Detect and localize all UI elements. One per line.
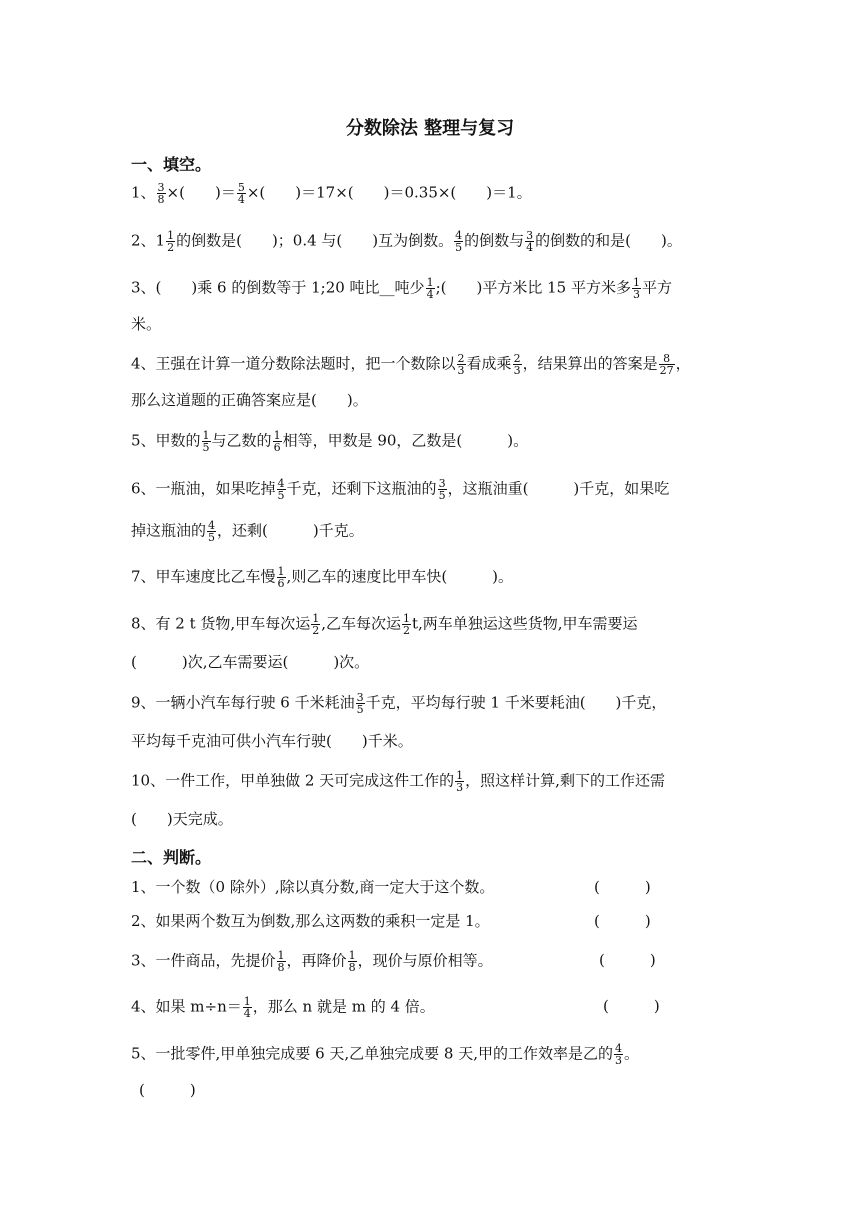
fraction: $\frac{1}{2}$ xyxy=(167,229,175,254)
question-6-line-2: 掉这瓶油的 $\frac{4}{5}$ ，还剩( )千克。 xyxy=(131,519,364,544)
section-fill-heading: 一、填空。 xyxy=(131,155,212,174)
question-7: 7、甲车速度比乙车慢 $\frac{1}{6}$ ,则乙车的速度比甲车快( )。 xyxy=(131,565,514,590)
fraction: $\frac{3}{8}$ xyxy=(157,181,165,206)
fraction: $\frac{4}{5}$ xyxy=(455,229,463,254)
question-5: 5、甲数的 $\frac{1}{5}$ 与乙数的 $\frac{1}{6}$ 相等，甲数是 90，乙数是( )。 xyxy=(131,429,529,454)
question-10-line-2: ( )天完成。 xyxy=(131,810,233,828)
question-8: 8、有 2 t 货物,甲车每次运 $\frac{1}{2}$ ,乙车每次运 $\frac{1}{2}$ t,两车单独运这些货物,甲车需要运 xyxy=(131,612,638,637)
question-10: 10、一件工作，甲单独做 2 天可完成这件工作的 $\frac{1}{3}$ ，照这样计算,剩下的工作还需 xyxy=(131,769,665,794)
question-9: 9、一辆小汽车每行驶 6 千米耗油 $\frac{3}{5}$ 千克，平均每行驶 1 千米要耗油( )千克， xyxy=(131,691,667,716)
judge-2: 2、如果两个数互为倒数,那么这两数的乘积一定是 1。 xyxy=(131,912,490,930)
fraction: $\frac{4}{3}$ xyxy=(615,1042,623,1067)
judge-2-answer-paren[interactable]: ( ) xyxy=(594,912,651,930)
question-6: 6、一瓶油，如果吃掉 $\frac{4}{5}$ 千克，还剩下这瓶油的 $\frac{3}{5}$ ，这瓶油重( )千克，如果吃 xyxy=(131,477,670,502)
judge-4: 4、如果 m÷n＝ $\frac{1}{4}$ ，那么 n 就是 m 的 4 倍。 xyxy=(131,995,435,1020)
fraction: $\frac{1}{4}$ xyxy=(243,995,251,1020)
fraction: $\frac{2}{3}$ xyxy=(457,352,465,377)
fraction: $\frac{1}{6}$ xyxy=(277,565,285,590)
judge-3: 3、一件商品，先提价 $\frac{1}{8}$ ，再降价 $\frac{1}{8}$ ，现价与原价相等。 xyxy=(131,949,493,974)
fraction: $\frac{8}{27}$ xyxy=(659,352,674,377)
question-9-line-2: 平均每千克油可供小汽车行驶( )千米。 xyxy=(131,732,413,750)
fraction: $\frac{4}{5}$ xyxy=(277,477,285,502)
fraction: $\frac{2}{3}$ xyxy=(513,352,521,377)
page-title: 分数除法 整理与复习 xyxy=(345,118,515,139)
fraction: $\frac{1}{2}$ xyxy=(402,612,410,637)
question-4: 4、王强在计算一道分数除法题时，把一个数除以 $\frac{2}{3}$ 看成乘 $\frac{2}{3}$ ，结果算出的答案是 $\frac{8}{27}$ ， xyxy=(131,352,691,377)
question-2: 2、1 $\frac{1}{2}$ 的倒数是( )；0.4 与( )互为倒数。 $\frac{4}{5}$ 的倒数与 $\frac{3}{4}$ 的倒数的和是( )。 xyxy=(131,229,682,254)
fraction: $\frac{3}{5}$ xyxy=(438,477,446,502)
judge-1: 1、一个数（0 除外）,除以真分数,商一定大于这个数。 xyxy=(131,878,495,896)
fraction: $\frac{1}{4}$ xyxy=(426,276,434,301)
question-3-line-2: 米。 xyxy=(131,315,162,333)
judge-3-answer-paren[interactable]: ( ) xyxy=(599,951,656,969)
fraction: $\frac{1}{8}$ xyxy=(348,949,356,974)
fraction: $\frac{5}{4}$ xyxy=(237,181,245,206)
question-1: 1、 $\frac{3}{8}$ ×( )＝ $\frac{5}{4}$ ×( )＝17×( )＝0.35×( )＝1。 xyxy=(131,181,532,206)
judge-1-answer-paren[interactable]: ( ) xyxy=(594,878,651,896)
fraction: $\frac{3}{4}$ xyxy=(526,229,534,254)
fraction: $\frac{1}{6}$ xyxy=(273,429,281,454)
fraction: $\frac{1}{8}$ xyxy=(277,949,285,974)
judge-4-answer-paren[interactable]: ( ) xyxy=(603,997,660,1015)
question-8-line-2: ( )次,乙车需要运( )次。 xyxy=(131,653,370,671)
judge-5: 5、一批零件,甲单独完成要 6 天,乙单独完成要 8 天,甲的工作效率是乙的 $\frac{4}{3}$ 。 xyxy=(131,1042,640,1067)
section-judge-heading: 二、判断。 xyxy=(131,848,212,867)
fraction: $\frac{1}{3}$ xyxy=(632,276,640,301)
fraction: $\frac{3}{5}$ xyxy=(356,691,364,716)
question-4-line-2: 那么这道题的正确答案应是( )。 xyxy=(131,391,368,409)
fraction: $\frac{1}{2}$ xyxy=(312,612,320,637)
judge-5-answer-paren[interactable]: ( ) xyxy=(139,1081,196,1099)
question-3: 3、( )乘 6 的倒数等于 1;20 吨比__吨少 $\frac{1}{4}$ ;( )平方米比 15 平方米多 $\frac{1}{3}$ 平方 xyxy=(131,276,672,301)
fraction: $\frac{1}{3}$ xyxy=(456,769,464,794)
fraction: $\frac{1}{5}$ xyxy=(202,429,210,454)
fraction: $\frac{4}{5}$ xyxy=(208,519,216,544)
